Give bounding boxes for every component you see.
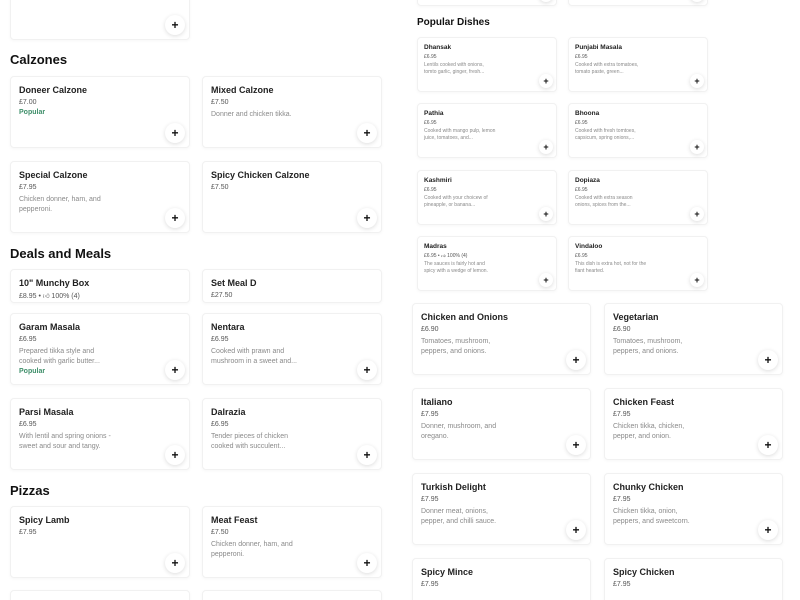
item-price-rating xyxy=(19,292,80,300)
menu-item-card[interactable] xyxy=(568,103,708,158)
item-price: £6.95 xyxy=(424,187,437,193)
item-description: Cooked with extra tomatoes, tomato paste, green... xyxy=(575,62,639,75)
add-item-button[interactable]: + xyxy=(758,520,778,540)
add-item-button[interactable] xyxy=(690,0,704,2)
item-rating: 100% (4) xyxy=(447,253,468,259)
add-item-button[interactable]: + xyxy=(758,350,778,370)
menu-item-card[interactable] xyxy=(10,269,190,303)
add-item-button[interactable]: + xyxy=(165,208,185,228)
item-name: Chicken Feast xyxy=(613,397,675,407)
item-description: Cooked with mango pulp, lemon juice, tomatoes, and... xyxy=(424,128,496,141)
item-name: Spicy Chicken xyxy=(613,567,675,577)
item-description: Donner and chicken tikka. xyxy=(211,111,292,118)
add-item-button[interactable]: + xyxy=(539,273,553,287)
add-item-button[interactable]: + xyxy=(539,140,553,154)
add-item-button[interactable]: + xyxy=(357,208,377,228)
add-item-button[interactable]: + xyxy=(690,140,704,154)
item-name: Dopiaza xyxy=(575,177,600,184)
add-item-button[interactable]: + xyxy=(165,445,185,465)
item-name: Set Meal D xyxy=(211,278,257,288)
menu-item-card[interactable] xyxy=(417,236,557,291)
item-description: Lentils cooked with onions, tomto garlic, ginger, fresh... xyxy=(424,62,485,75)
item-description: Cooked with fresh tomtoes, capsicum, spring onions,... xyxy=(575,128,636,141)
item-name: Spicy Lamb xyxy=(19,515,70,525)
add-item-button[interactable]: + xyxy=(539,207,553,221)
item-price: £6.95 xyxy=(211,421,229,428)
menu-item-card[interactable] xyxy=(412,473,591,545)
item-price: £7.95 xyxy=(19,184,37,191)
item-price: £7.95 xyxy=(613,581,631,588)
menu-item-card[interactable] xyxy=(10,0,190,40)
add-item-button[interactable]: + xyxy=(566,520,586,540)
thumbs-up-icon: 👍︎ xyxy=(441,253,446,258)
item-description: Donner, mushroom, and oregano. xyxy=(421,423,497,440)
item-description: Chicken donner, ham, and pepperoni. xyxy=(211,541,293,558)
item-name: Dhansak xyxy=(424,44,452,51)
item-name: Turkish Delight xyxy=(421,482,486,492)
menu-item-card[interactable] xyxy=(417,0,557,6)
menu-item-card[interactable] xyxy=(568,37,708,92)
add-item-button[interactable]: + xyxy=(165,123,185,143)
item-price: £7.95 xyxy=(421,411,439,418)
item-description: Chicken tikka, onion, peppers, and sweetcorn. xyxy=(613,508,690,525)
item-price: £7.95 xyxy=(613,496,631,503)
section-title-deals: Deals and Meals xyxy=(10,246,112,261)
item-name: Bhoona xyxy=(575,110,600,117)
item-rating: 100% (4) xyxy=(51,293,80,300)
menu-item-card[interactable] xyxy=(202,590,382,600)
item-name: Pathia xyxy=(424,110,444,117)
add-item-button[interactable]: + xyxy=(566,435,586,455)
item-price: £6.90 xyxy=(421,326,439,333)
item-price: £7.95 xyxy=(19,529,37,536)
add-item-button[interactable]: + xyxy=(566,350,586,370)
add-item-button[interactable]: + xyxy=(758,435,778,455)
item-price: £6.95 xyxy=(424,253,437,259)
item-price: £6.95 xyxy=(424,120,437,126)
item-description: With lentil and spring onions - sweet and sour and tangy. xyxy=(19,433,111,450)
item-name: Meat Feast xyxy=(211,515,258,525)
item-price: £7.95 xyxy=(421,496,439,503)
item-name: Doneer Calzone xyxy=(19,85,88,95)
menu-item-card[interactable] xyxy=(202,269,382,303)
menu-item-card[interactable] xyxy=(412,558,591,600)
item-price: £6.90 xyxy=(613,326,631,333)
item-name: Garam Masala xyxy=(19,322,81,332)
item-name: Mixed Calzone xyxy=(211,85,274,95)
menu-item-card[interactable] xyxy=(10,313,190,385)
menu-item-card[interactable] xyxy=(10,161,190,233)
section-title-calzones: Calzones xyxy=(10,52,68,67)
item-name: Dalrazia xyxy=(211,407,246,417)
item-price: £6.95 xyxy=(19,421,37,428)
item-price: £7.95 xyxy=(613,411,631,418)
item-name: Parsi Masala xyxy=(19,407,74,417)
item-name: Vindaloo xyxy=(575,243,603,250)
menu-item-card[interactable] xyxy=(10,590,190,600)
item-price: £7.50 xyxy=(211,529,229,536)
item-description: Cooked with extra season onions, spices from the... xyxy=(575,195,633,208)
separator: • xyxy=(36,293,43,300)
item-description: Cooked with your choicew of pineapple, or banana... xyxy=(424,195,488,208)
item-price: £7.95 xyxy=(421,581,439,588)
item-name: Chunky Chicken xyxy=(613,482,684,492)
menu-item-card[interactable] xyxy=(202,313,382,385)
menu-item-card[interactable] xyxy=(568,0,708,6)
section-title-popular-dishes: Popular Dishes xyxy=(417,17,490,28)
menu-item-card[interactable] xyxy=(604,558,783,600)
menu-item-card[interactable] xyxy=(202,161,382,233)
item-price: £7.50 xyxy=(211,99,229,106)
menu-item-card[interactable] xyxy=(202,76,382,148)
item-description: Prepared tikka style and cooked with garlic butter... xyxy=(19,348,100,365)
item-name: Spicy Chicken Calzone xyxy=(211,170,310,180)
menu-item-card[interactable] xyxy=(568,236,708,291)
menu-item-card[interactable] xyxy=(604,303,783,375)
popular-badge: Popular xyxy=(19,368,46,375)
add-item-button[interactable]: + xyxy=(357,553,377,573)
menu-item-card[interactable] xyxy=(412,388,591,460)
item-name: Madras xyxy=(424,243,447,250)
item-description: Cooked with prawn and mushroom in a sweet and... xyxy=(211,348,297,365)
item-price: £7.00 xyxy=(19,99,37,106)
separator: • xyxy=(436,253,442,259)
menu-item-card[interactable] xyxy=(604,388,783,460)
add-item-button[interactable]: + xyxy=(690,207,704,221)
item-name: Special Calzone xyxy=(19,170,88,180)
menu-item-card[interactable] xyxy=(10,506,190,578)
item-name: Chicken and Onions xyxy=(421,312,509,322)
item-price: £6.95 xyxy=(575,187,588,193)
item-price: £7.50 xyxy=(211,184,229,191)
item-price: £6.95 xyxy=(575,253,588,259)
item-name: Vegetarian xyxy=(613,312,659,322)
add-item-button[interactable]: + xyxy=(357,360,377,380)
item-description: Chicken donner, ham, and pepperoni. xyxy=(19,196,101,213)
menu-item-card[interactable] xyxy=(604,473,783,545)
add-item-button[interactable]: + xyxy=(357,445,377,465)
item-description: Chicken tikka, chicken, pepper, and onion. xyxy=(613,423,685,440)
item-name: Spicy Mince xyxy=(421,567,474,577)
menu-item-card[interactable] xyxy=(417,170,557,225)
menu-item-card[interactable] xyxy=(417,37,557,92)
item-price: £6.95 xyxy=(575,54,588,60)
item-price: £6.95 xyxy=(424,54,437,60)
add-item-button[interactable]: + xyxy=(165,553,185,573)
menu-item-card[interactable] xyxy=(412,303,591,375)
popular-badge: Popular xyxy=(19,109,46,116)
item-price: £8.95 xyxy=(19,293,37,300)
item-description: Tomatoes, mushroom, peppers, and onions. xyxy=(613,338,683,355)
menu-item-card[interactable] xyxy=(10,76,190,148)
item-description: The sauces is fairly hot and spicy with a wedge of lemon. xyxy=(424,261,488,274)
menu-item-card[interactable] xyxy=(202,398,382,470)
add-item-button[interactable] xyxy=(539,0,553,2)
menu-item-card[interactable] xyxy=(10,398,190,470)
item-name: Kashmiri xyxy=(424,177,452,184)
item-price: £6.95 xyxy=(575,120,588,126)
item-description: Tender pieces of chicken cooked with succulent... xyxy=(211,433,289,450)
section-title-pizzas: Pizzas xyxy=(10,483,50,498)
menu-item-card[interactable] xyxy=(568,170,708,225)
add-item-button[interactable]: + xyxy=(165,360,185,380)
item-name: 10" Munchy Box xyxy=(19,278,90,288)
item-price-rating xyxy=(424,253,467,259)
add-item-button[interactable]: + xyxy=(690,74,704,88)
menu-item-card[interactable] xyxy=(417,103,557,158)
item-name: Punjabi Masala xyxy=(575,44,622,51)
item-description: Donner meat, onions, pepper, and chilli sauce. xyxy=(421,508,497,525)
add-item-button[interactable]: + xyxy=(539,74,553,88)
item-description: Tomatoes, mushroom, peppers, and onions. xyxy=(421,338,491,355)
add-item-button[interactable]: + xyxy=(357,123,377,143)
thumbs-up-icon: 👍︎ xyxy=(42,293,50,300)
add-item-button[interactable]: + xyxy=(690,273,704,287)
item-description: This dish is extra hot, not for the fiant hearted. xyxy=(575,261,647,274)
menu-item-card[interactable] xyxy=(202,506,382,578)
item-price: £6.95 xyxy=(211,336,229,343)
item-name: Nentara xyxy=(211,322,245,332)
add-item-button[interactable]: + xyxy=(165,15,185,35)
item-price: £6.95 xyxy=(19,336,37,343)
item-price: £27.50 xyxy=(211,292,233,299)
item-name: Italiano xyxy=(421,397,453,407)
